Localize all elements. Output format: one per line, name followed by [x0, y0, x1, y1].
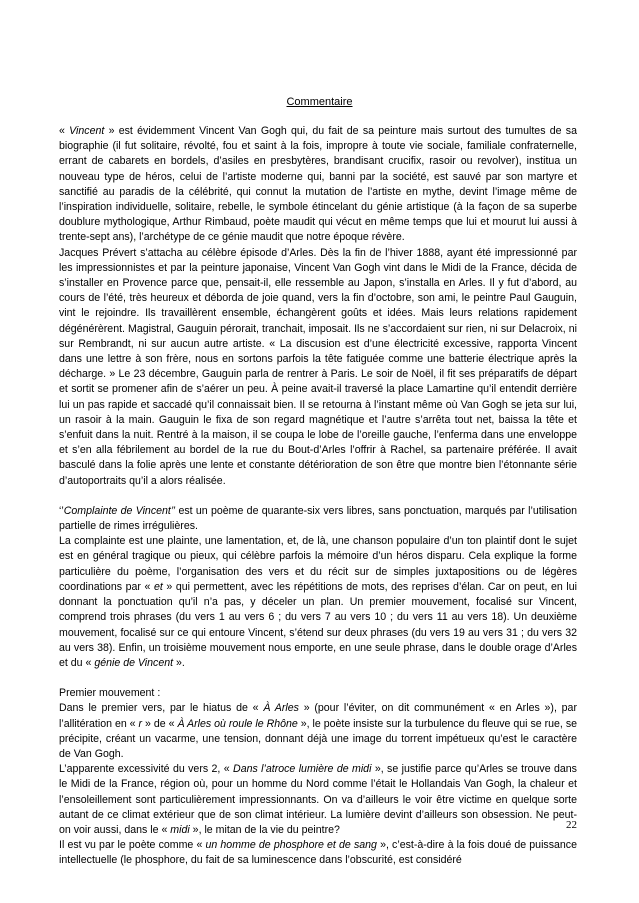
- paragraph-complainte: La complainte est une plainte, une lamentation, et, de là, une chanson populaire d’un ton plaintif dont le sujet est en général tragique ou pieux, qui célèbre parfois la mémoire d’un héros disparu. Cela explique la forme particulière du poème, l’organisation des vers et du récit sur de simples juxtapositions ou de légères coordinations par « et » qui permettent, avec les répétitions de mots, des reprises d’élan. Car on peut, en lui donnant la ponctuation qu’il n’a pas, y déceler un plan. Un premier mouvement, focalisé sur Vincent, comprend trois phrases (du vers 1 au vers 6 ; du vers 7 au vers 10 ; du vers 11 au vers 18). Un deuxième mouvement, focalisé sur ce qui entoure Vincent, s’étend sur deux phrases (du vers 19 au vers 31 ; du vers 32 au vers 38). Enfin, un troisième mouvement nous emporte, en une seule phrase, dans le double orage d’Arles et du « génie de Vincent ».: [59, 535, 577, 669]
- document-body: [59, 124, 577, 869]
- paragraph-arles-episode: Jacques Prévert s’attacha au célèbre épisode d’Arles. Dès la fin de l’hiver 1888, ayant été impressionné par les impressionnistes et par la peinture japonaise, Vincent Van Gogh vint dans le Midi de la France, décida de s’installer en Provence parce que, pensait-il, elle ressemble au Japon, s’installa en Arles. Il y fut d’abord, au cours de l’été, très heureux et déborda de joie quand, vers la fin d’octobre, son ami, le peintre Paul Gauguin, vint le rejoindre. Ils travaillèrent ensemble, échangèrent goûts et idées. Mais leurs relations rapidement dégénérèrent. Magistral, Gauguin pérorait, tranchait, imposait. Ils ne s’accordaient sur rien, ni sur Delacroix, ni sur Rembrandt, ni sur aucun autre artiste. « La discusion est d’une électricité excessive, rapporta Vincent dans une lettre à son frère, nous en sortons parfois la tête fatiguée comme une batterie électrique après la décharge. » Le 23 décembre, Gauguin parla de rentrer à Paris. Le soir de Noël, il fit ses préparatifs de départ et sortit se promener afin de s’aérer un peu. À peine avait-il traversé la place Lamartine qu’il entendit derrière lui un pas rapide et saccadé qu’il connaissait bien. Il se retourna à l’instant même où Van Gogh se jeta sur lui, un rasoir à la main. Gauguin le fixa de son regard magnétique et l’autre s’arrêta tout net, baissa la tête et s’enfuit dans la nuit. Rentré à la maison, il se coupa le lobe de l’oreille gauche, l’enferma dans une enveloppe et s’en alla fébrilement au bordel de la rue du Bout-d’Arles l’offrir à Rachel, sa partenaire préférée. Il avait basculé dans la folie après une lente et constante détérioration de son être que montre bien l’étonnante série d’autoportraits qu’il a alors réalisée.: [59, 246, 577, 487]
- page-number: 22: [566, 819, 577, 831]
- italic-poem-title: Complainte de Vincent’’: [63, 504, 176, 517]
- page-title: Commentaire: [286, 96, 353, 108]
- paragraph-poem-intro: ‘’Complainte de Vincent’’ est un poème de quarante-six vers libres, sans ponctuation, marqués par l’utilisation partielle de rimes irrégulières.: [59, 504, 577, 533]
- paragraph-first-verse: Dans le premier vers, par le hiatus de « À Arles » (pour l’éviter, on dit communément « en Arles »), par l’allitération en « r » de « À Arles où roule le Rhône », le poète insiste sur la turbulence du fleuve qui se rue, se précipite, créant un vacarme, une tension, donnant déjà une image du torrent impétueux qu’est le caractère de Van Gogh.: [59, 702, 578, 760]
- paragraph-vincent-intro: « Vincent » est évidemment Vincent Van Gogh qui, du fait de sa peinture mais surtout des tumultes de sa biographie (il fut solitaire, révolté, fou et saint à la fois, impropre à toute vie sociale, familiale confraternelle, errant de cabarets en bordels, d’asiles en presbytères, brandisant crucifix, rasoir ou revolver), institua un nouveau type de héros, celui de l’artiste moderne qui, banni par la société, est sauvé par son martyre et sanctifié au paradis de la célébrité, qui connut la mutation de l’artiste en mythe, devint l’image même de l’inspiration individuelle, solitaire, rebelle, le symbole étincelant du génie artistique (à la façon de sa superbe doublure mythologique, Arthur Rimbaud, poète maudit qui vécut en même temps que lui et mourut lui aussi à trente-sept ans), l’archétype de ce génie maudit que notre époque révère.: [59, 125, 577, 244]
- paragraph-second-verse: L’apparente excessivité du vers 2, « Dans l’atroce lumière de midi », se justifie parce qu’Arles se trouve dans le Midi de la France, région où, pour un homme du Nord comme l’était le Hollandais Van Gogh, la chaleur et l’ensoleillement sont particulièrement impressionnants. On va d’ailleurs le voir être victime en quelque sorte autant de ce climat extérieur que de son climat intérieur. La lumière devint d’ailleurs son obsession. Ne peut-on voir aussi, dans le « midi », le mitan de la vie du peintre?: [59, 763, 577, 836]
- italic-vincent: Vincent: [69, 125, 105, 137]
- paragraph-phosphore: Il est vu par le poète comme « un homme de phosphore et de sang », c’est-à-dire à la fois doué de puissance intellectuelle (le phosphore, du fait de sa luminescence dans l’obscurité, est considéré: [59, 839, 577, 867]
- section-heading-first-movement: Premier mouvement :: [59, 687, 161, 700]
